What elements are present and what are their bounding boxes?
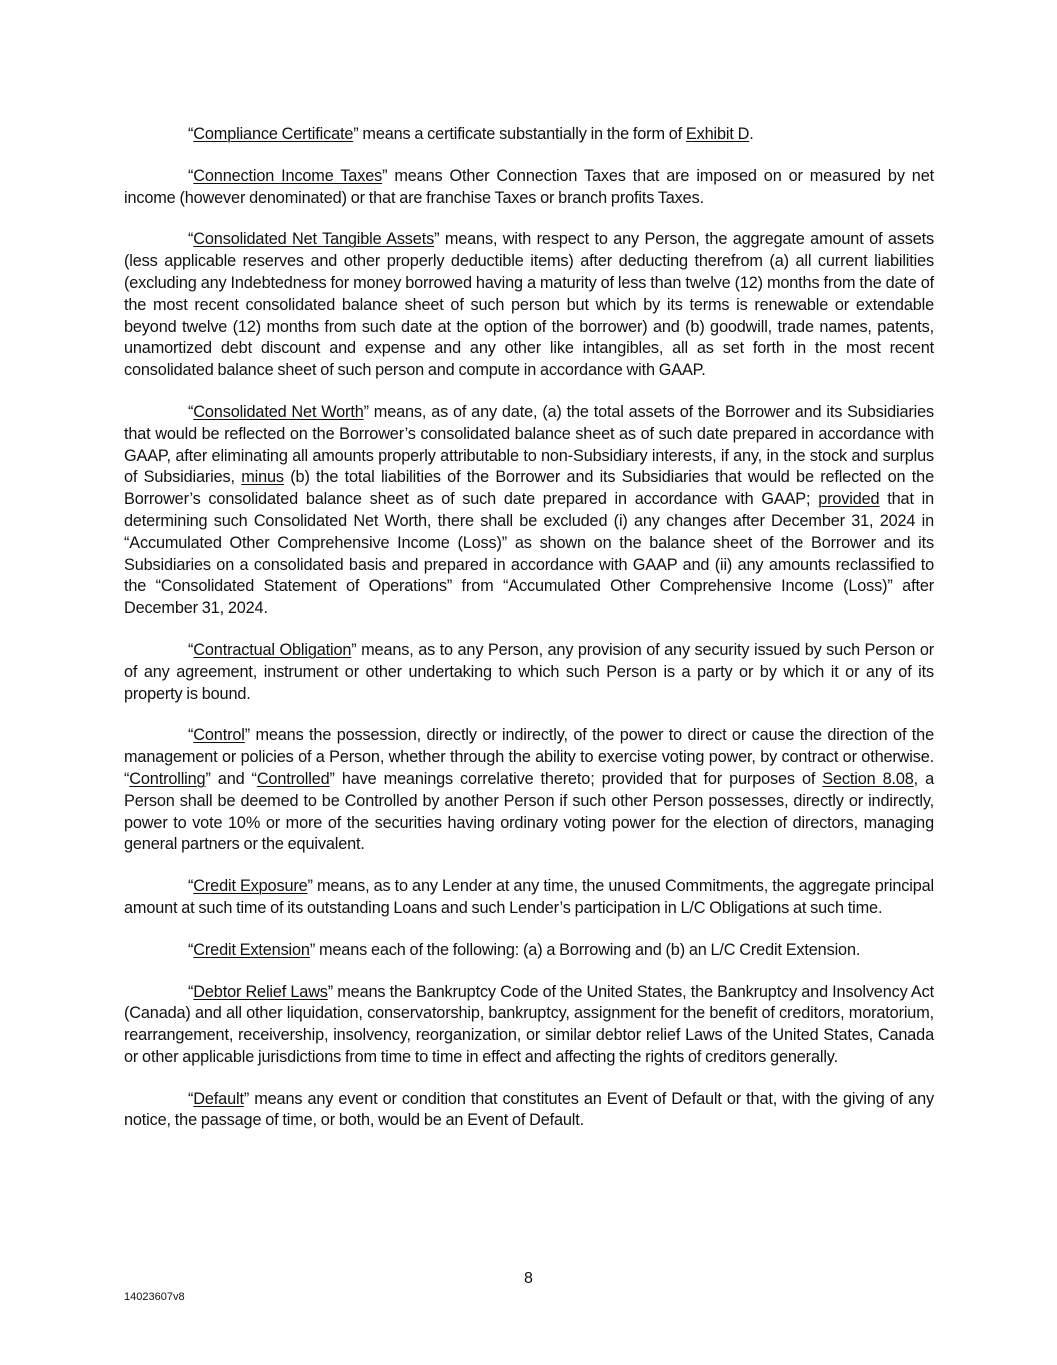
defined-term: Debtor Relief Laws — [193, 982, 328, 1001]
defined-term: Credit Extension — [193, 940, 310, 959]
definition-control: “Control” means the possession, directly or indirectly, of the power to direct or cause the direction of the management or policies of a Person, whether through the ability to exercise voting power, by contract or otherwise. “Controlling” and “Controlled” have meanings correlative thereto; provided that for purposes of Section 8.08, a Person shall be deemed to be Controlled by another Person if such other Person possesses, directly or indirectly, power to vote 10% or more of the securities having ordinary voting power for the election of directors, managing general partners or the equivalent. — [124, 726, 934, 854]
definition-credit-extension: “Credit Extension” means each of the following: (a) a Borrowing and (b) an L/C Credit Extension. — [188, 940, 861, 959]
defined-term: Consolidated Net Tangible Assets — [193, 230, 435, 249]
definition-compliance-certificate: “Compliance Certificate” means a certificate substantially in the form of Exhibit D. — [188, 125, 754, 143]
definition-consolidated-net-worth: “Consolidated Net Worth” means, as of any date, (a) the total assets of the Borrower and its Subsidiaries that would be reflected on the Borrower’s consolidated balance sheet as of such date prepared in accordance with GAAP, after eliminating all amounts properly attributable to non-Subsidiary interests, if any, in the stock and surplus of Subsidiaries, minus (b) the total liabilities of the Borrower and its Subsidiaries that would be reflected on the Borrower’s consolidated balance sheet as of such date prepared in accordance with GAAP; provided that in determining such Consolidated Net Worth, there shall be excluded (i) any changes after December 31, 2024 in “Accumulated Other Comprehensive Income (Loss)” as shown on the balance sheet of the Borrower and its Subsidiaries on a consolidated basis and prepared in accordance with GAAP and (ii) any amounts reclassified to the “Consolidated Statement of Operations” from “Accumulated Other Comprehensive Income (Loss)” after December 31, 2024. — [124, 402, 934, 618]
definition-default: “Default” means any event or condition that constitutes an Event of Default or that, with the giving of any notice, the passage of time, or both, would be an Event of Default. — [124, 1089, 934, 1130]
defined-term: Default — [193, 1089, 244, 1108]
exhibit-reference: Exhibit D — [685, 125, 750, 143]
definition-contractual-obligation: “Contractual Obligation” means, as to any Person, any provision of any security issued by such Person or of any agreement, instrument or other undertaking to which such Person is a party or by which it or any of its property is bound. — [124, 640, 934, 703]
definition-credit-exposure: “Credit Exposure” means, as to any Lender at any time, the unused Commitments, the aggregate principal amount at such time of its outstanding Loans and such Lender’s participation in L/C Obligations at such time. — [124, 877, 934, 917]
defined-term: Contractual Obligation — [193, 640, 352, 659]
defined-term: Consolidated Net Worth — [193, 402, 364, 421]
defined-term-controlling: Controlling — [129, 769, 206, 788]
defined-term: Compliance Certificate — [193, 125, 354, 143]
definition-consolidated-net-tangible-assets: “Consolidated Net Tangible Assets” means, with respect to any Person, the aggregate amount of assets (less applicable reserves and other properly deductible items) after deducting therefrom (a) all current liabilities (excluding any Indebtedness for money borrowed having a maturity of less than twelve (12) months from the date of the most recent consolidated balance sheet of such person but which by its terms is renewable or extendable beyond twelve (12) months from such date at the option of the borrower) and (b) goodwill, trade names, patents, unamortized debt discount and expense and any other like intangibles, all as set forth in the most recent consolidated balance sheet of such person and compute in accordance with GAAP. — [124, 230, 934, 380]
document-id: 14023607v8 — [124, 1291, 185, 1303]
definition-debtor-relief-laws: “Debtor Relief Laws” means the Bankruptcy Code of the United States, the Bankruptcy and Insolvency Act (Canada) and all other liquidation, conservatorship, bankruptcy, assignment for the benefit of creditors, moratorium, rearrangement, receivership, insolvency, reorganization, or similar debtor relief Laws of the United States, Canada or other applicable jurisdictions from time to time in effect and affecting the rights of creditors generally. — [124, 982, 934, 1066]
page-number: 8 — [524, 1270, 533, 1287]
definition-connection-income-taxes: “Connection Income Taxes” means Other Connection Taxes that are imposed on or measured by net income (however denominated) or that are franchise Taxes or branch profits Taxes. — [124, 166, 934, 207]
defined-term: Connection Income Taxes — [193, 166, 383, 185]
defined-term: Credit Exposure — [193, 877, 308, 896]
emphasis-minus: minus — [241, 468, 284, 487]
defined-term-controlled: Controlled — [256, 769, 330, 788]
document-body — [124, 124, 934, 1152]
emphasis-provided: provided — [818, 490, 880, 509]
section-reference: Section 8.08 — [822, 769, 914, 788]
defined-term: Control — [193, 726, 245, 745]
